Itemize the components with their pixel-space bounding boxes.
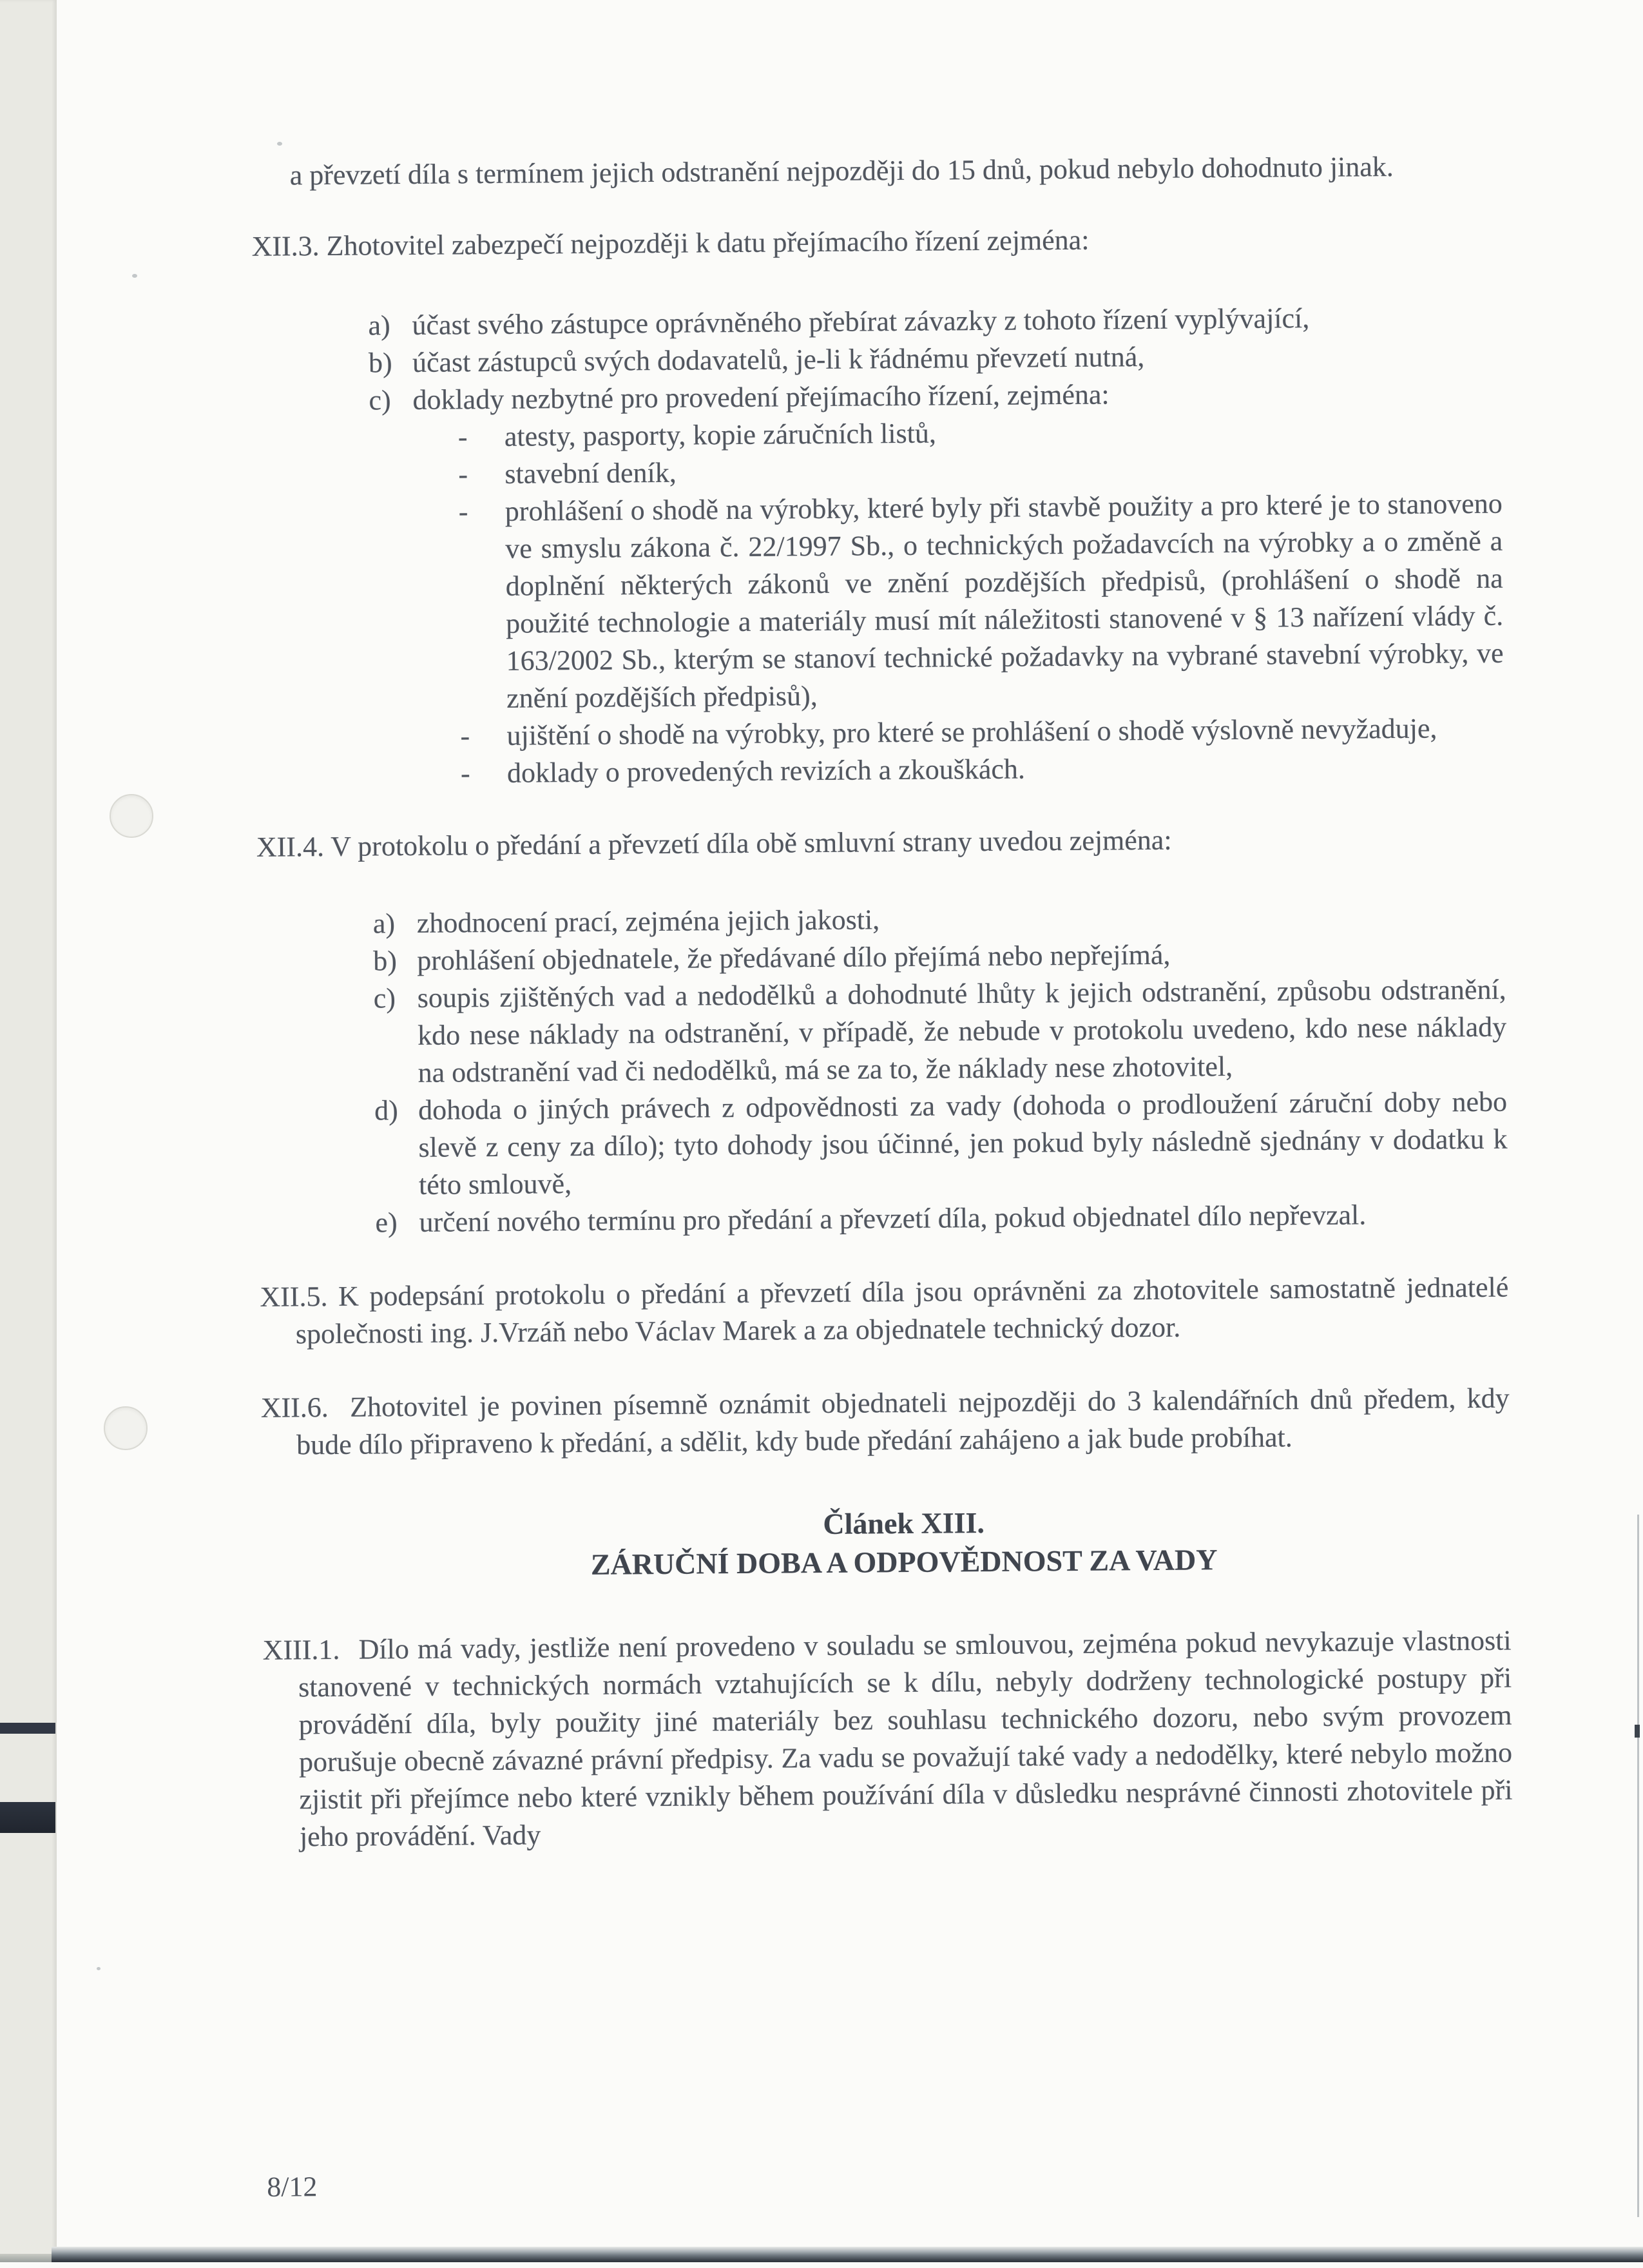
article-subtitle: ZÁRUČNÍ DOBA A ODPOVĚDNOST ZA VADY <box>590 1543 1218 1581</box>
dash-item <box>458 485 1504 717</box>
item-text: určení nového termínu pro předání a převzetí díla, pokud objednatel dílo nepřevzal. <box>419 1199 1367 1238</box>
scan-right-edge-mark <box>1635 1725 1640 1738</box>
scan-bottom-left-edge <box>0 2254 52 2262</box>
section-xiii-1 <box>262 1622 1513 1856</box>
list-item-e <box>375 1196 1508 1241</box>
item-label: a) <box>372 907 396 940</box>
scan-right-edge-line <box>1637 1515 1639 2217</box>
section-text: Zhotovitel je povinen písemně oznámit objednateli nejpozději do 3 kalendářních dnů předem, kdy bude dílo připraveno k předání, a sdělit, kdy bude předání zahájeno a jak bude probíhat. <box>296 1382 1510 1461</box>
scan-left-edge-strip <box>0 0 57 2262</box>
scan-dark-bar-thick <box>0 1802 55 1833</box>
section-number: XIII.1. <box>262 1633 340 1666</box>
dash-marker: - <box>458 496 468 528</box>
item-label: c) <box>373 982 396 1014</box>
list-item-d <box>374 1083 1508 1204</box>
alpha-list-xii-3 <box>0 298 1502 422</box>
item-text: dohoda o jiných právech z odpovědnosti za vady (dohoda o prodloužení záruční doby nebo slevě z ceny za dílo); tyto dohody jsou účinné, jen pokud byly následně sjednány v dodatku k této smlouvě, <box>418 1085 1508 1201</box>
item-label: b) <box>373 945 398 977</box>
item-text: účast zástupců svých dodavatelů, je-li k řádnému převzetí nutná, <box>412 341 1145 378</box>
dash-marker: - <box>460 757 470 790</box>
scan-bottom-edge <box>52 2247 1643 2262</box>
item-text: prohlášení o shodě na výrobky, které byly při stavbě použity a pro které je to stanoveno ve smyslu zákona č. 22/1997 Sb., o technických požadavcích na výrobky a o změně a doplnění některých zákonů ve znění pozdějších předpisů, (prohlášení o shodě na použité technologie a materiály musí mít náležitosti stanovené v § 13 nařízení vlády č. 163/2002 Sb., kterým se stanoví technické požadavky na vybrané stavební výrobky, ve znění pozdějších předpisů), <box>504 487 1504 714</box>
item-label: d) <box>374 1094 398 1127</box>
section-xii-4 <box>256 819 1505 866</box>
punch-hole-bottom <box>104 1406 148 1450</box>
section-xii-3 <box>251 218 1500 266</box>
item-text: stavební deník, <box>504 456 677 490</box>
continuation-paragraph: a převzetí díla s termínem jejich odstranění nejpozději do 15 dnů, pokud nebylo dohodnuto jinak. <box>289 150 1394 191</box>
section-text: V protokolu o předání a převzetí díla obě smluvní strany uvedou zejména: <box>331 824 1172 862</box>
dash-list-xii-3 <box>0 411 1504 796</box>
scan-speck <box>97 1967 101 1970</box>
item-text: doklady o provedených revizích a zkouškách. <box>506 753 1026 789</box>
section-text: Zhotovitel zabezpečí nejpozději k datu přejímacího řízení zejména: <box>326 224 1090 262</box>
item-label: b) <box>368 347 392 379</box>
item-text: soupis zjištěných vad a nedodělků a dohodnuté lhůty k jejich odstranění, způsobu odstranění, kdo nese náklady na odstranění, v případě, že nebude v protokolu uvedeno, kdo nese náklady na odstranění vad či nedodělků, má se za to, že náklady nese zhotovitel, <box>417 973 1507 1089</box>
section-xii-6 <box>260 1380 1510 1464</box>
dash-marker: - <box>457 421 468 453</box>
item-label: a) <box>368 309 390 342</box>
dash-marker: - <box>460 720 470 752</box>
item-label: c) <box>369 384 391 416</box>
scan-speck <box>132 274 137 278</box>
item-text: atesty, pasporty, kopie záručních listů, <box>504 417 937 452</box>
article-heading <box>297 1500 1511 1587</box>
scan-speck <box>277 142 282 146</box>
dash-marker: - <box>458 458 468 490</box>
item-text: ujištění o shodě na výrobky, pro které se prohlášení o shodě výslovně nevyžaduje, <box>506 712 1437 751</box>
section-number: XII.5. <box>260 1281 328 1313</box>
article-title: Článek XIII. <box>823 1506 985 1541</box>
item-text: zhodnocení prací, zejména jejich jakosti, <box>416 904 880 939</box>
section-number: XII.6. <box>260 1391 329 1424</box>
section-number: XII.4. <box>256 831 325 863</box>
section-xii-5 <box>260 1269 1509 1353</box>
punch-hole-top <box>110 794 153 838</box>
item-text: prohlášení objednatele, že předávané dílo přejímá nebo nepřejímá, <box>417 938 1171 976</box>
dash-item <box>460 747 1504 792</box>
alpha-list-xii-4 <box>0 897 1508 1245</box>
section-text: Dílo má vady, jestliže není provedeno v souladu se smlouvou, zejména pokud nevykazuje vlastnosti stanovené v technických normách vztahujících se k dílu, nebyly dodrženy technologické postupy při provádění díla, byly použity jiné materiály bez souhlasu technického dozoru, nebo svým provozem porušuje obecně závazné právní předpisy. Za vadu se považují také vady a nedodělky, které nebylo možno zjistit při přejímce nebo které vznikly během používání díla v důsledku nesprávné činnosti zhotovitele při jeho provádění. Vady <box>298 1624 1513 1853</box>
section-text: K podepsání protokolu o předání a převzetí díla jsou oprávněni za zhotovitele samostatně jednatelé společnosti ing. J.Vrzáň nebo Václav Marek a za objednatele technický dozor. <box>295 1271 1509 1350</box>
item-text: účast svého zástupce oprávněného přebírat závazky z tohoto řízení vyplývající, <box>412 302 1310 341</box>
page-number: 8/12 <box>267 2171 318 2203</box>
item-label: e) <box>375 1207 398 1239</box>
dash-item <box>460 710 1504 755</box>
section-number: XII.3. <box>251 230 320 262</box>
item-text: doklady nezbytné pro provedení přejímacího řízení, zejména: <box>412 378 1110 416</box>
scan-dark-bar-thin <box>0 1723 55 1734</box>
list-item-c <box>373 971 1507 1092</box>
contract-text <box>0 146 1643 1858</box>
